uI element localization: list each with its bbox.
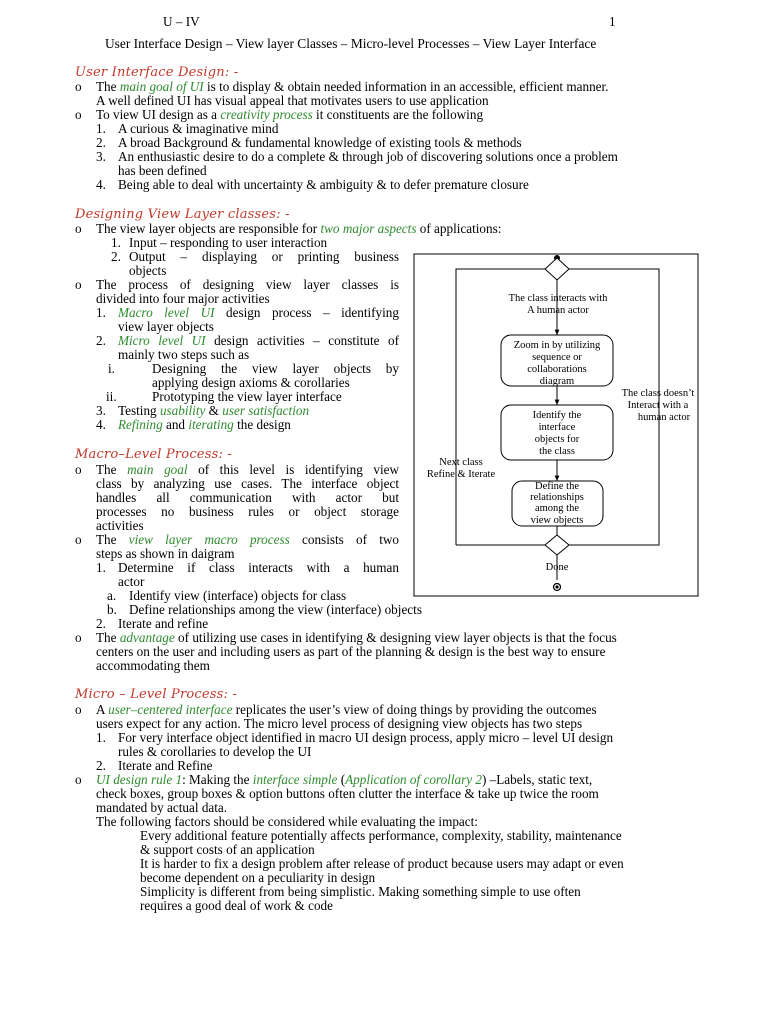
paragraph-cont: accommodating them bbox=[96, 658, 210, 673]
list-item: Prototyping the view layer interface bbox=[152, 389, 342, 404]
list-item-letter: a. bbox=[107, 588, 117, 603]
list-item: Identify view (interface) objects for class bbox=[129, 588, 347, 603]
paragraph: The main goal of UI is to display & obtain needed information in an accessible, efficient manner. bbox=[96, 79, 609, 94]
bullet bbox=[75, 463, 85, 477]
list-item-num: 1. bbox=[96, 121, 106, 136]
paragraph-cont: centers on the user and including users as part of the planning & design is the best way to ensure bbox=[96, 644, 606, 659]
paragraph-cont: processes no business rules or object storage bbox=[96, 504, 399, 519]
label-actor: A human actor bbox=[527, 305, 589, 316]
paragraph-cont: check boxes, group boxes & option buttons often clutter the interface & take up twice the room bbox=[96, 786, 599, 801]
box-identify-text: interface bbox=[538, 422, 576, 433]
list-item-cont: objects bbox=[129, 263, 167, 278]
paragraph-cont: class by analyzing use cases. The interface object bbox=[96, 476, 399, 491]
box-zoom-text: diagram bbox=[539, 376, 575, 387]
page-subtitle: User Interface Design – View layer Classes – Micro-level Processes – View Layer Interface bbox=[105, 36, 597, 51]
paragraph-cont: users expect for any action. The micro level process of designing view objects has two steps bbox=[96, 716, 583, 731]
list-item-cont: applying design axioms & corollaries bbox=[152, 375, 350, 390]
list-item: Define relationships among the view (interface) objects bbox=[129, 602, 422, 617]
box-identify-text: Identify the bbox=[532, 410, 582, 421]
paragraph: UI design rule 1: Making the interface simple (Application of corollary 2) –Labels, static text, bbox=[96, 772, 593, 787]
list-item-cont: actor bbox=[118, 574, 145, 589]
paragraph-cont: mandated by actual data. bbox=[96, 800, 228, 815]
paragraph: A user–centered interface replicates the user’s view of doing things by providing the outcomes bbox=[96, 702, 597, 717]
bullet bbox=[75, 222, 85, 236]
list-item-num: 1. bbox=[96, 305, 106, 320]
factor-item-cont: & support costs of an application bbox=[140, 842, 315, 857]
list-item: Testing usability & user satisfaction bbox=[118, 403, 310, 418]
box-identify-text: objects for bbox=[534, 434, 580, 445]
paragraph-cont: steps as shown in daigram bbox=[96, 546, 235, 561]
list-item-num: 4. bbox=[96, 417, 106, 432]
list-item: Being able to deal with uncertainty & ambiguity & to defer premature closure bbox=[118, 177, 529, 192]
list-item: Macro level UI design process – identifying bbox=[118, 305, 399, 320]
list-item-num: 1. bbox=[96, 560, 106, 575]
list-item-num: 2. bbox=[111, 249, 121, 264]
bullet bbox=[75, 631, 85, 645]
paragraph: The process of designing view layer classes is bbox=[96, 277, 399, 292]
decision-diamond-top bbox=[545, 258, 569, 280]
end-node-core bbox=[555, 585, 558, 588]
list-item: A broad Background & fundamental knowledge of existing tools & methods bbox=[118, 135, 522, 150]
list-item-num: 2. bbox=[96, 333, 106, 348]
paragraph-cont: activities bbox=[96, 518, 144, 533]
list-item: Input – responding to user interaction bbox=[129, 235, 328, 250]
paragraph: To view UI design as a creativity process it constituents are the following bbox=[96, 107, 484, 122]
list-item-cont: has been defined bbox=[118, 163, 207, 178]
box-zoom-text: sequence or bbox=[532, 352, 582, 363]
paragraph-cont: The following factors should be considered while evaluating the impact: bbox=[96, 814, 478, 829]
list-item-num: 2. bbox=[96, 135, 106, 150]
list-item-num: 3. bbox=[96, 149, 106, 164]
list-item: For very interface object identified in macro UI design process, apply micro – level UI design bbox=[118, 730, 614, 745]
paragraph-cont: handles all communication with actor but bbox=[96, 490, 399, 505]
bullet bbox=[75, 108, 85, 122]
list-item: A curious & imaginative mind bbox=[118, 121, 279, 136]
list-item: Refining and iterating the design bbox=[118, 417, 291, 432]
list-item: Output – displaying or printing business bbox=[129, 249, 399, 264]
list-item-cont: rules & corollaries to develop the UI bbox=[118, 744, 312, 759]
heading-macro-level: Macro–Level Process: - bbox=[75, 447, 232, 462]
box-identify-text: the class bbox=[539, 446, 575, 457]
box-define-text: among the bbox=[534, 503, 580, 514]
box-define-text: view objects bbox=[530, 515, 584, 526]
bullet bbox=[75, 773, 85, 787]
page-number: 1 bbox=[609, 14, 616, 29]
paragraph-cont: A well defined UI has visual appeal that motivates users to use application bbox=[96, 93, 489, 108]
bullet bbox=[75, 278, 85, 292]
factor-item-cont: requires a good deal of work & code bbox=[140, 898, 333, 913]
list-item: Micro level UI design activities – constitute of bbox=[118, 333, 400, 348]
list-item: An enthusiastic desire to do a complete & through job of discovering solutions once a problem bbox=[118, 149, 618, 164]
factor-item: Every additional feature potentially affects performance, complexity, stability, maintenance bbox=[140, 828, 622, 843]
label-no-actor: human actor bbox=[637, 412, 691, 423]
factor-item-cont: become dependent on a peculiarity in design bbox=[140, 870, 376, 885]
roman-num: i. bbox=[108, 361, 115, 376]
unit-label: U – IV bbox=[163, 14, 200, 29]
paragraph: The view layer objects are responsible for two major aspects of applications: bbox=[96, 221, 502, 236]
list-item-letter: b. bbox=[107, 602, 117, 617]
box-define-text: Define the bbox=[534, 481, 580, 492]
label-no-actor: The class doesn’t bbox=[621, 388, 695, 399]
list-item: Iterate and refine bbox=[118, 616, 209, 631]
factor-item: It is harder to fix a design problem after release of product because users may adapt or even bbox=[140, 856, 624, 871]
box-zoom-text: collaborations bbox=[527, 364, 587, 375]
list-item: Designing the view layer objects by bbox=[152, 361, 399, 376]
list-item-num: 4. bbox=[96, 177, 106, 192]
list-item: Determine if class interacts with a human bbox=[118, 560, 399, 575]
macro-process-diagram bbox=[410, 250, 702, 600]
bullet bbox=[75, 80, 85, 94]
list-item-num: 2. bbox=[96, 616, 106, 631]
list-item-num: 1. bbox=[111, 235, 121, 250]
label-no-actor: Interact with a bbox=[627, 400, 689, 411]
paragraph: The advantage of utilizing use cases in identifying & designing view layer objects is that the focus bbox=[96, 630, 617, 645]
heading-view-layer: Designing View Layer classes: - bbox=[75, 207, 290, 222]
factor-item: Simplicity is different from being simplistic. Making something simple to use often bbox=[140, 884, 581, 899]
label-done: Done bbox=[545, 562, 569, 573]
box-zoom-text: Zoom in by utilizing bbox=[513, 340, 601, 351]
label-actor: The class interacts with bbox=[508, 293, 608, 304]
bullet bbox=[75, 703, 85, 717]
list-item: Iterate and Refine bbox=[118, 758, 213, 773]
merge-diamond bbox=[545, 535, 569, 555]
label-next: Next class bbox=[439, 457, 483, 468]
label-next: Refine & Iterate bbox=[426, 469, 496, 480]
list-item-cont: mainly two steps such as bbox=[118, 347, 250, 362]
paragraph: The main goal of this level is identifying view bbox=[96, 462, 400, 477]
list-item-cont: view layer objects bbox=[118, 319, 214, 334]
list-item-num: 2. bbox=[96, 758, 106, 773]
paragraph-cont: divided into four major activities bbox=[96, 291, 270, 306]
list-item-num: 3. bbox=[96, 403, 106, 418]
heading-ui-design: User Interface Design: - bbox=[75, 65, 239, 80]
bullet bbox=[75, 533, 85, 547]
roman-num: ii. bbox=[106, 389, 117, 404]
box-define-text: relationships bbox=[530, 492, 584, 503]
heading-micro-level: Micro – Level Process: - bbox=[75, 687, 238, 702]
list-item-num: 1. bbox=[96, 730, 106, 745]
paragraph: The view layer macro process consists of two bbox=[96, 532, 400, 547]
